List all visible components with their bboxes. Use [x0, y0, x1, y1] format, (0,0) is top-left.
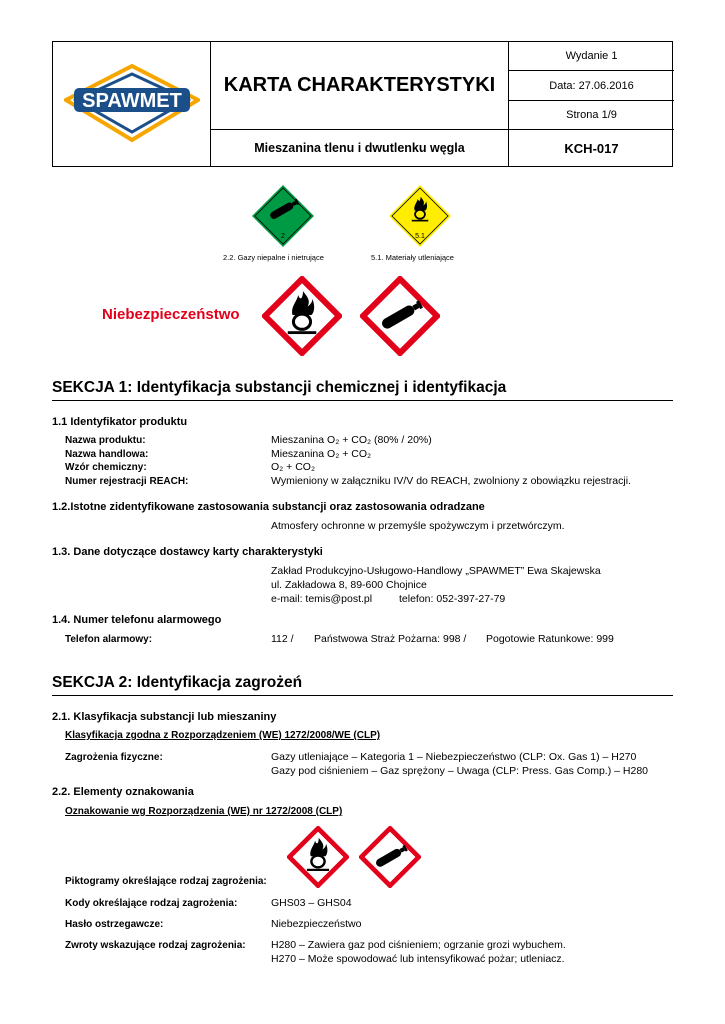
- ghs04-pictogram-icon: [359, 826, 421, 888]
- adr-2-2-caption: 2.2. Gazy niepalne i nietrujące: [223, 253, 324, 262]
- alarm-ambulance: Pogotowie Ratunkowe: 999: [486, 633, 614, 645]
- alarm-112: 112 /: [271, 633, 294, 645]
- physical-hazard-2: Gazy pod ciśnieniem – Gaz sprężony – Uwaga (CLP: Press. Gas Comp.) – H280: [271, 765, 648, 777]
- hazard-codes-value: GHS03 – GHS04: [271, 897, 352, 909]
- section2-title: SEKCJA 2: Identyfikacja zagrożeń: [52, 674, 303, 691]
- page-number: Strona 1/9: [566, 109, 617, 121]
- s11-title: 1.1 Identyfikator produktu: [52, 416, 188, 428]
- header-table: [52, 41, 673, 167]
- s21-title: 2.1. Klasyfikacja substancji lub mieszaniny: [52, 711, 277, 723]
- formula-label: Wzór chemiczny:: [65, 462, 147, 473]
- product-subtitle: Mieszanina tlenu i dwutlenku węgla: [254, 141, 465, 155]
- physical-hazard-1: Gazy utleniające – Kategoria 1 – Niebezpieczeństwo (CLP: Ox. Gas 1) – H270: [271, 751, 637, 763]
- supplier-phone: telefon: 052-397-27-79: [399, 593, 506, 605]
- s12-title: 1.2.Istotne zidentyfikowane zastosowania substancji oraz zastosowania odradzane: [52, 501, 485, 513]
- section1-title: SEKCJA 1: Identyfikacja substancji chemicznej i identyfikacja: [52, 379, 507, 396]
- trade-name-value: Mieszanina O₂ + CO₂: [271, 448, 372, 460]
- supplier-email: e-mail: temis@post.pl: [271, 593, 373, 605]
- s22-title: 2.2. Elementy oznakowania: [52, 786, 194, 798]
- s22-regulation: Oznakowanie wg Rozporządzenia (WE) nr 1272/2008 (CLP): [65, 806, 343, 817]
- adr-2-2-label-icon: [251, 184, 315, 248]
- signal-word-value: Niebezpieczeństwo: [271, 918, 362, 930]
- company-logo: [53, 42, 210, 166]
- signal-word: Niebezpieczeństwo: [102, 306, 240, 323]
- signal-word-label: Hasło ostrzegawcze:: [65, 919, 164, 930]
- ghs03-pictogram-icon: [287, 826, 349, 888]
- alarm-fire-brigade: Państwowa Straż Pożarna: 998 /: [314, 633, 467, 645]
- adr-5-1-label-icon: [388, 184, 452, 248]
- supplier-address: ul. Zakładowa 8, 89-600 Chojnice: [271, 579, 427, 591]
- alarm-label: Telefon alarmowy:: [65, 634, 153, 645]
- h270-statement: H270 – Może spowodować lub intensyfikować pożar; utleniacz.: [271, 953, 565, 965]
- adr-5-1-caption: 5.1. Materiały utleniające: [371, 253, 454, 262]
- pictograms-label: Piktogramy określające rodzaj zagrożenia:: [65, 876, 267, 887]
- date: Data: 27.06.2016: [549, 79, 634, 92]
- s14-title: 1.4. Numer telefonu alarmowego: [52, 614, 222, 626]
- logo-text: SPAWMET: [81, 90, 182, 112]
- product-name-label: Nazwa produktu:: [65, 435, 146, 446]
- product-name-value: Mieszanina O₂ + CO₂ (80% / 20%): [271, 434, 432, 446]
- svg-text:5.1: 5.1: [415, 233, 425, 240]
- reach-label: Numer rejestracji REACH:: [65, 476, 189, 487]
- document-title: KARTA CHARAKTERYSTYKI: [223, 74, 496, 96]
- edition: Wydanie 1: [565, 50, 618, 62]
- s13-title: 1.3. Dane dotyczące dostawcy karty charakterystyki: [52, 546, 323, 558]
- ghs04-gas-cylinder-icon: [360, 276, 440, 356]
- formula-value: O₂ + CO₂: [271, 461, 316, 473]
- document-code: KCH-017: [564, 140, 619, 156]
- reach-value: Wymieniony w załączniku IV/V do REACH, zwolniony z obowiązku rejestracji.: [271, 475, 631, 487]
- hazard-statements-label: Zwroty wskazujące rodzaj zagrożenia:: [65, 940, 246, 951]
- physical-hazards-label: Zagrożenia fizyczne:: [65, 752, 163, 763]
- supplier-name: Zakład Produkcyjno-Usługowo-Handlowy „SPAWMET” Ewa Skajewska: [271, 565, 601, 577]
- svg-text:2: 2: [281, 233, 285, 240]
- ghs03-flame-over-circle-icon: [262, 276, 342, 356]
- h280-statement: H280 – Zawiera gaz pod ciśnieniem; ogrzanie grozi wybuchem.: [271, 939, 566, 951]
- trade-name-label: Nazwa handlowa:: [65, 449, 149, 460]
- s12-value: Atmosfery ochronne w przemyśle spożywczym i przetwórczym.: [271, 520, 565, 532]
- hazard-codes-label: Kody określające rodzaj zagrożenia:: [65, 898, 238, 909]
- s21-regulation: Klasyfikacja zgodna z Rozporządzeniem (WE) 1272/2008/WE (CLP): [65, 730, 381, 741]
